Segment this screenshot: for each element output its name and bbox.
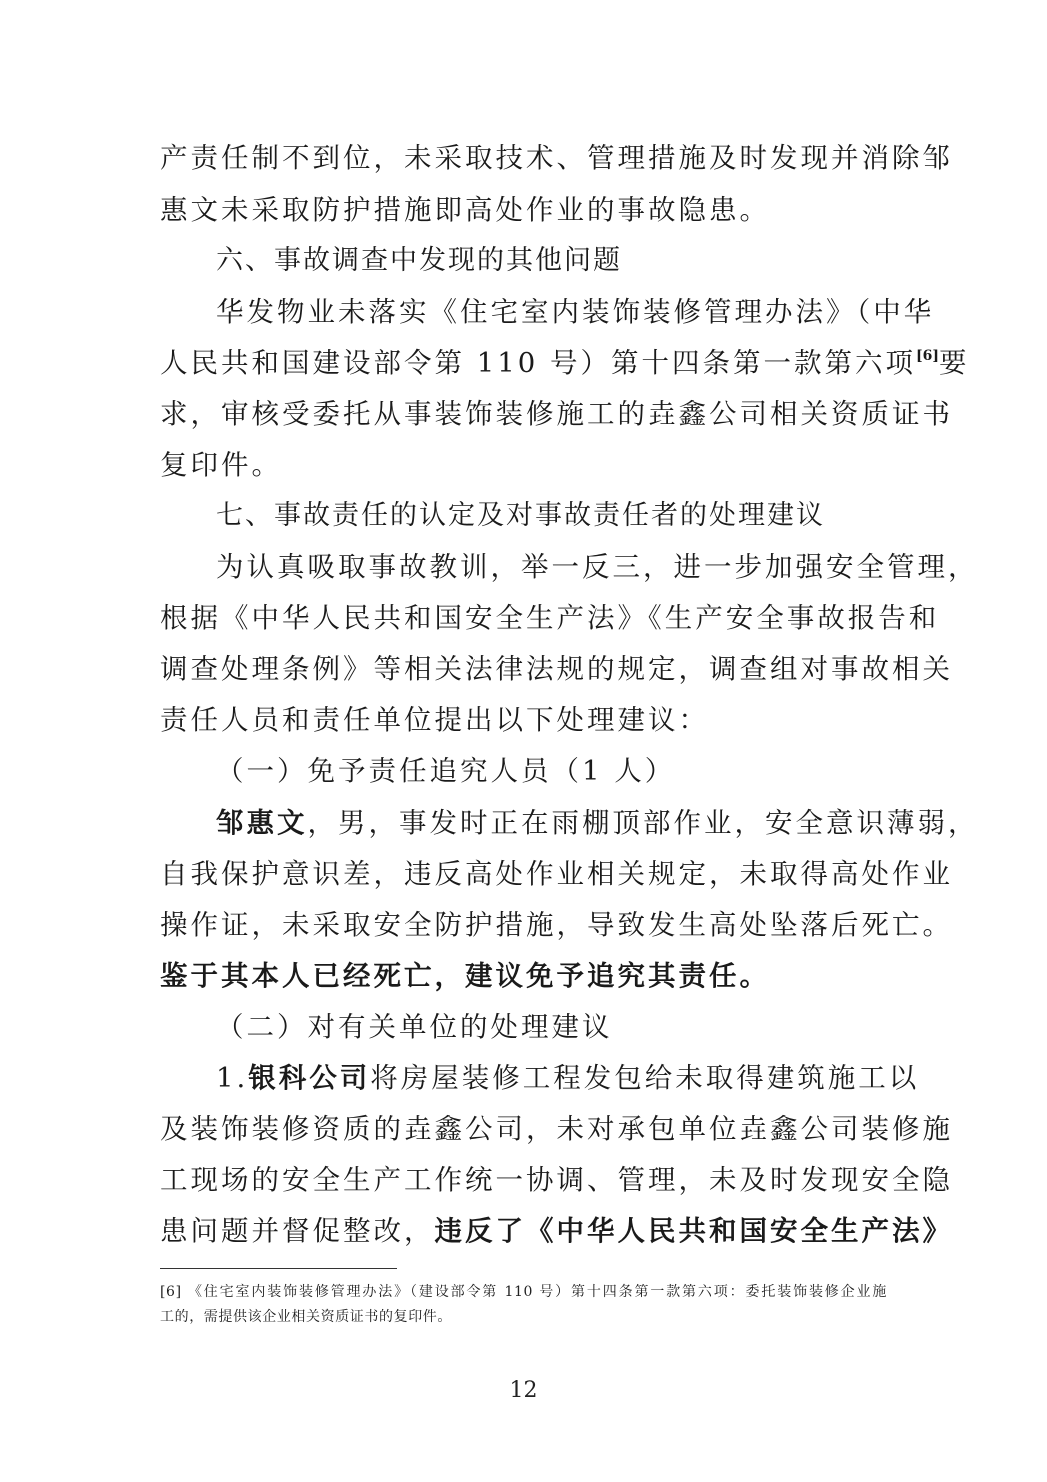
body-text: 将房屋装修工程发包给未取得建筑施工以 — [370, 1062, 920, 1094]
body-text: ，男，事发时正在雨棚顶部作业，安全意识薄弱， — [307, 807, 979, 839]
body-text: 人民共和国建设部令第 110 号）第十四条第一款第六项 — [160, 347, 916, 379]
subsection-heading-1: （一）免予责任追究人员（1 人） — [216, 755, 676, 787]
section-heading-6: 六、事故调查中发现的其他问题 — [216, 245, 622, 276]
body-line: 根据《中华人民共和国安全生产法》《生产安全事故报告和 — [160, 602, 940, 634]
body-line: 及装饰装修资质的垚鑫公司，未对承包单位垚鑫公司装修施 — [160, 1113, 953, 1145]
footnote-line: 工的，需提供该企业相关资质证书的复印件。 — [160, 1309, 452, 1325]
body-text: 要 — [938, 347, 970, 379]
body-line: 华发物业未落实《住宅室内装饰装修管理办法》（中华 — [216, 296, 935, 328]
body-line: 自我保护意识差，违反高处作业相关规定，未取得高处作业 — [160, 858, 953, 890]
body-line-bold: 鉴于其本人已经死亡，建议免予追究其责任。 — [160, 960, 770, 992]
body-line: 工现场的安全生产工作统一协调、管理，未及时发现安全隐 — [160, 1164, 953, 1196]
body-line: 为认真吸取事故教训，举一反三，进一步加强安全管理， — [216, 551, 979, 583]
body-line: 惠文未采取防护措施即高处作业的事故隐患。 — [160, 194, 770, 226]
body-text: 患问题并督促整改， — [160, 1215, 435, 1247]
body-text-bold: 违反了《中华人民共和国安全生产法》 — [434, 1215, 953, 1247]
company-name: 银科公司 — [248, 1062, 371, 1094]
body-line — [216, 1058, 920, 1098]
body-line — [160, 343, 970, 383]
person-name: 邹惠文 — [216, 807, 308, 839]
page-number: 12 — [509, 1378, 538, 1403]
footnote-rule — [160, 1268, 397, 1269]
item-number: 1. — [216, 1062, 249, 1094]
body-line — [160, 1211, 953, 1251]
footnote-reference[interactable]: [6] — [915, 348, 939, 364]
body-line: 产责任制不到位，未采取技术、管理措施及时发现并消除邹 — [160, 142, 953, 174]
subsection-heading-2: （二）对有关单位的处理建议 — [216, 1011, 613, 1043]
section-heading-7: 七、事故责任的认定及对事故责任者的处理建议 — [216, 500, 825, 531]
body-line — [216, 803, 979, 843]
footnote-line: [6] 《住宅室内装饰装修管理办法》（建设部令第 110 号）第十四条第一款第六项：委托装饰装修企业施 — [160, 1284, 887, 1300]
body-line: 责任人员和责任单位提出以下处理建议： — [160, 704, 709, 736]
body-line: 求，审核受委托从事装饰装修施工的垚鑫公司相关资质证书 — [160, 398, 953, 430]
body-line: 操作证，未采取安全防护措施，导致发生高处坠落后死亡。 — [160, 909, 953, 941]
body-line: 调查处理条例》等相关法律法规的规定，调查组对事故相关 — [160, 653, 953, 685]
body-line: 复印件。 — [160, 449, 282, 481]
